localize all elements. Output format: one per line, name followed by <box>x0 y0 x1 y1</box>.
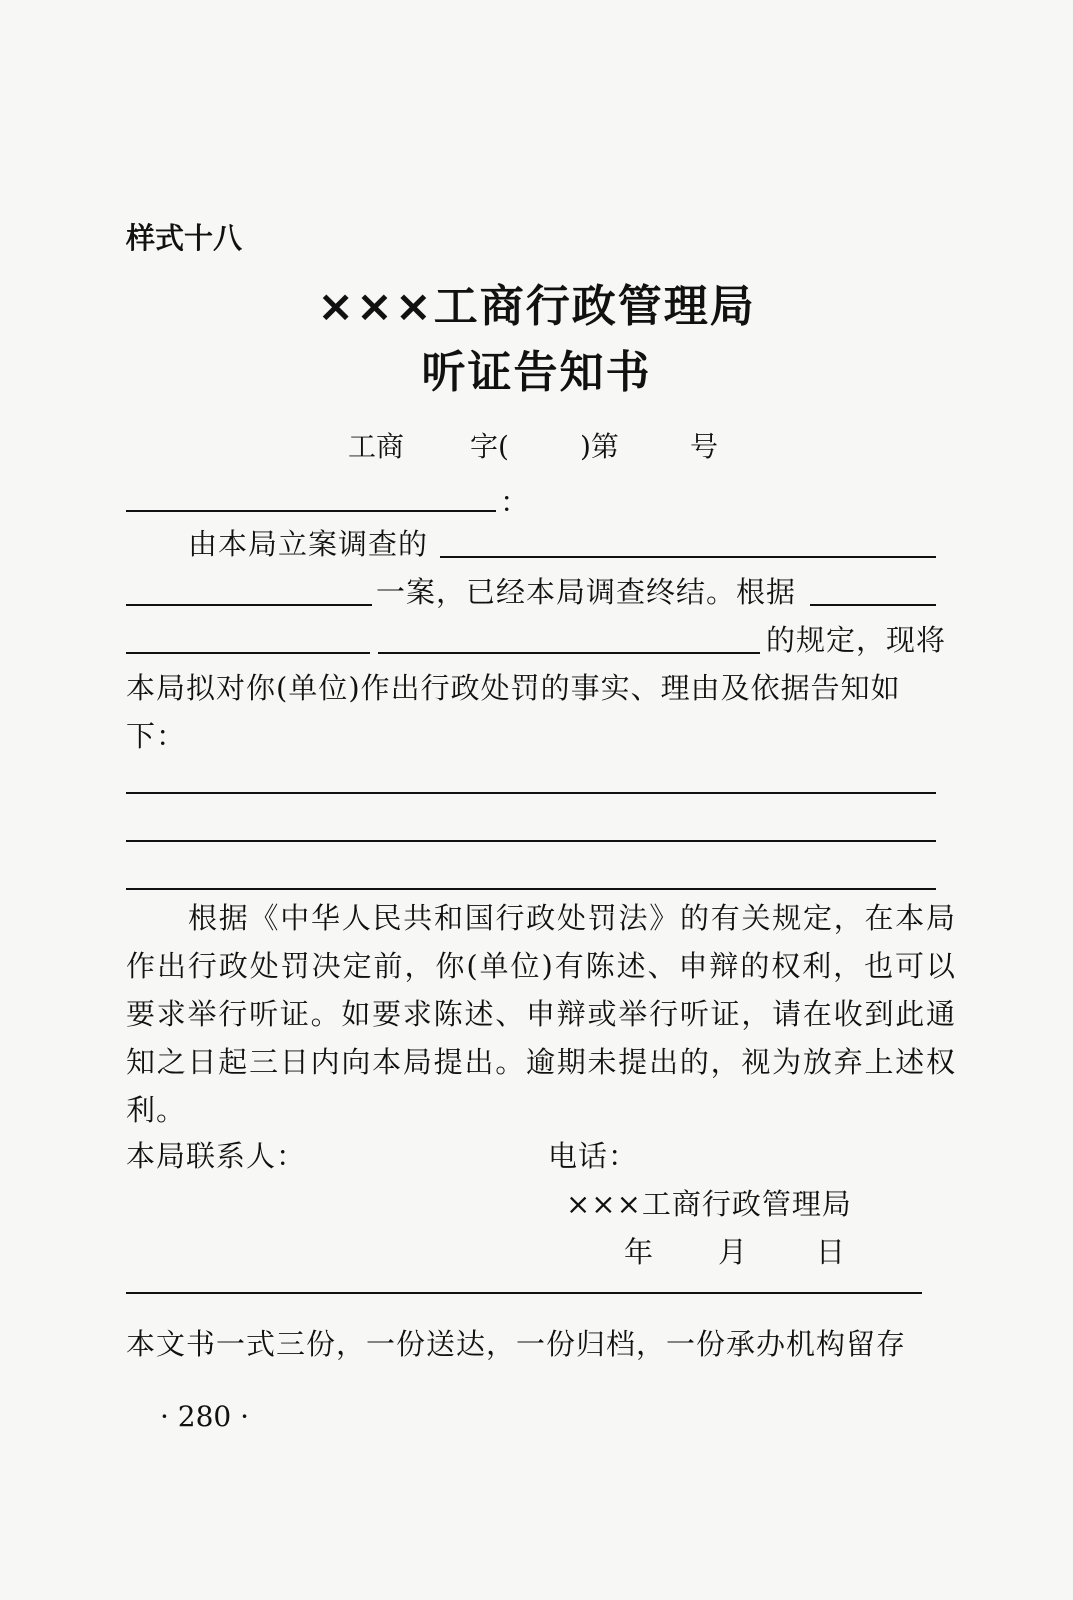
addressee-blank[interactable] <box>126 510 496 512</box>
case-name-blank[interactable] <box>440 556 936 558</box>
hearing-rights-paragraph: 根据《中华人民共和国行政处罚法》的有关规定，在本局作出行政处罚决定前，你(单位)有陈述、申辩的权利，也可以要求举行听证。如要求陈述、申辩或举行听证，请在收到此通知之日起三日内向本局提出。逾期未提出的，视为放弃上述权利。 <box>126 901 956 1127</box>
doc-number-zi: 字( <box>470 430 509 463</box>
page-number: · 280 · <box>160 1400 250 1433</box>
signature-office: ×××工商行政管理局 <box>566 1187 852 1221</box>
case-intro-text: 由本局立案调查的 <box>188 527 429 561</box>
legal-basis-blank[interactable] <box>810 604 936 606</box>
notice-facts-text-end: 下： <box>126 719 187 753</box>
signature-year: 年 <box>624 1235 655 1269</box>
phone-label: 电话： <box>548 1139 639 1173</box>
addressee-colon: ： <box>500 485 531 519</box>
legal-basis-blank-cont[interactable] <box>126 652 370 654</box>
form-style-label: 样式十八 <box>126 221 243 255</box>
document-title: 听证告知书 <box>421 347 652 398</box>
footer-separator <box>126 1292 922 1294</box>
case-closed-text: 一案，已经本局调查终结。根据 <box>376 575 797 609</box>
facts-blank-line-2[interactable] <box>126 840 936 842</box>
doc-number-di: )第 <box>580 430 619 463</box>
signature-month: 月 <box>718 1235 749 1269</box>
case-name-blank-cont[interactable] <box>126 604 372 606</box>
issuing-authority-title: ×××工商行政管理局 <box>317 281 756 332</box>
notice-facts-text: 本局拟对你(单位)作出行政处罚的事实、理由及依据告知如 <box>126 671 901 705</box>
doc-number-hao: 号 <box>690 430 719 463</box>
legal-provision-blank[interactable] <box>378 652 760 654</box>
doc-number-prefix: 工商 <box>348 430 405 463</box>
facts-blank-line-1[interactable] <box>126 792 936 794</box>
signature-day: 日 <box>816 1235 847 1269</box>
provision-text: 的规定，现将 <box>766 623 947 657</box>
copies-note: 本文书一式三份，一份送达，一份归档，一份承办机构留存 <box>126 1327 907 1361</box>
contact-person-label: 本局联系人： <box>126 1139 307 1173</box>
facts-blank-line-3[interactable] <box>126 888 936 890</box>
